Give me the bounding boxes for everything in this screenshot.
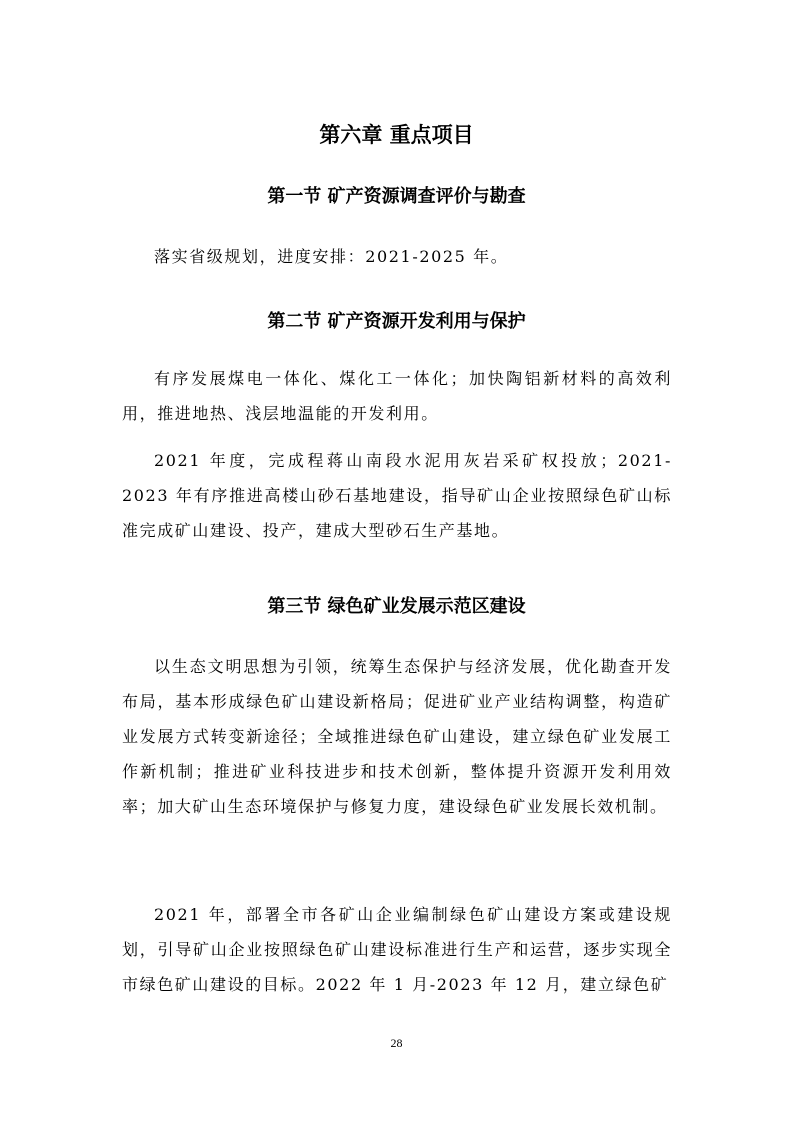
section-title-2: 第二节 矿产资源开发利用与保护	[267, 311, 526, 332]
section-title-1: 第一节 矿产资源调查评价与勘查	[267, 186, 526, 207]
section-title-3: 第三节 绿色矿业发展示范区建设	[267, 596, 526, 617]
page-number: 28	[390, 1036, 403, 1050]
section-2-paragraph-2: 2021 年度，完成程蒋山南段水泥用灰岩采矿权投放；2021-2023 年有序推进高楼山砂石基地建设，指导矿山企业按照绿色矿山标准完成矿山建设、投产，建成大型砂石生产基地。	[122, 451, 672, 540]
section-3-paragraph-2: 2021 年，部署全市各矿山企业编制绿色矿山建设方案或建设规划，引导矿山企业按照绿色矿山建设标准进行生产和运营，逐步实现全市绿色矿山建设的目标。2022 年 1 月-2023 年 12 月，建立绿色矿	[122, 905, 672, 994]
section-1-paragraph-1: 落实省级规划，进度安排：2021-2025 年。	[154, 247, 509, 266]
section-3-paragraph-1: 以生态文明思想为引领，统筹生态保护与经济发展，优化勘查开发布局，基本形成绿色矿山建设新格局；促进矿业产业结构调整，构造矿业发展方式转变新途径；全域推进绿色矿山建设，建立绿色矿业发展工作新机制；推进矿业科技进步和技术创新，整体提升资源开发利用效率；加大矿山生态环境保护与修复力度，建设绿色矿业发展长效机制。	[122, 657, 672, 816]
chapter-title: 第六章 重点项目	[319, 123, 474, 147]
section-2-paragraph-1: 有序发展煤电一体化、煤化工一体化；加快陶铝新材料的高效利用，推进地热、浅层地温能的开发利用。	[122, 369, 672, 423]
